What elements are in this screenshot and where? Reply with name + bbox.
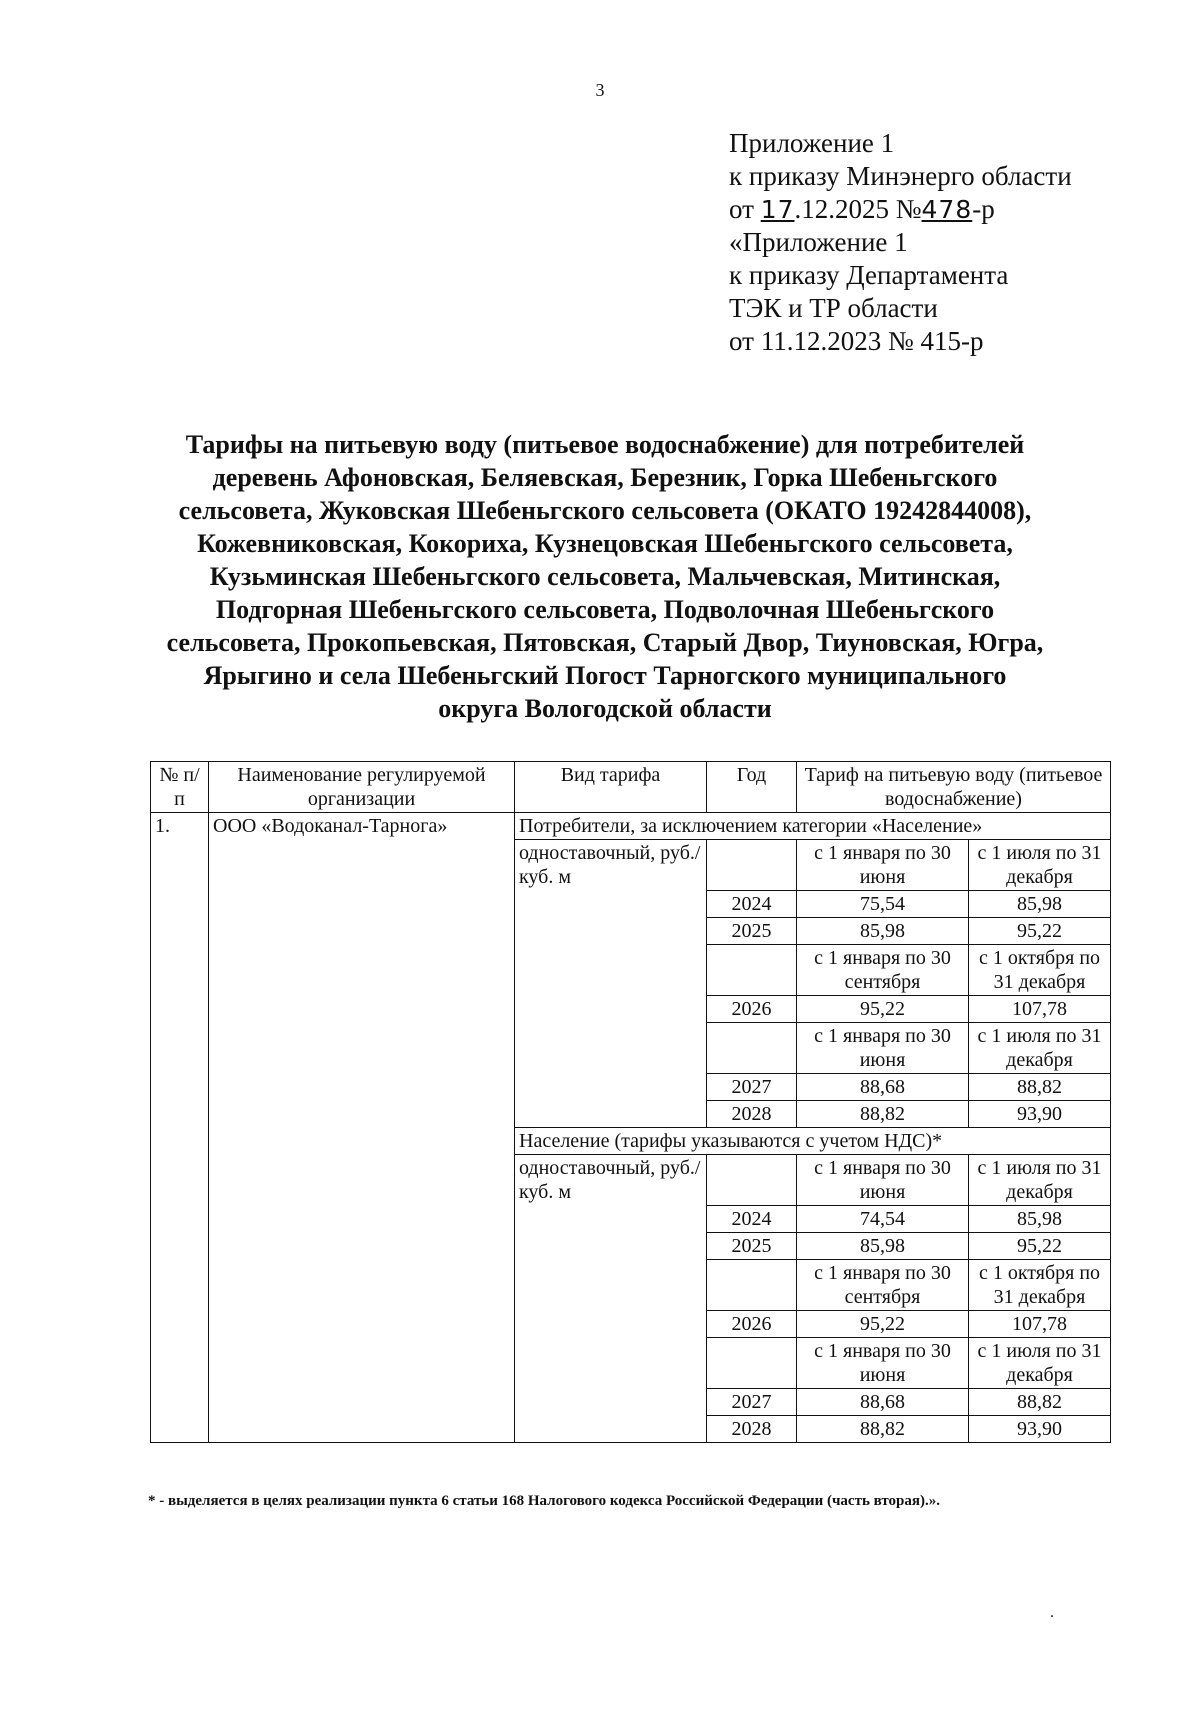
organization-name: ООО «Водоканал-Тарнога»	[209, 813, 515, 1443]
year-cell	[707, 1338, 797, 1389]
appendix-line-5: к приказу Департамента	[729, 260, 1009, 290]
title-line: Кожевниковская, Кокориха, Кузнецовская Шебеньгского сельсовета,	[197, 529, 1013, 558]
period-1-cell: 88,68	[797, 1389, 969, 1416]
appendix-line-1: Приложение 1	[729, 128, 895, 158]
period-2-cell: с 1 октября по 31 декабря	[969, 945, 1111, 996]
page-mark: .	[1050, 1604, 1054, 1621]
period-2-cell: 88,82	[969, 1389, 1111, 1416]
section-title: Потребители, за исключением категории «Население»	[515, 813, 1111, 840]
period-1-cell: с 1 января по 30 июня	[797, 1338, 969, 1389]
appendix-line-6: ТЭК и ТР области	[729, 293, 938, 323]
period-1-cell: с 1 января по 30 июня	[797, 1023, 969, 1074]
year-cell	[707, 945, 797, 996]
tariff-type: одноставочный, руб./куб. м	[515, 1155, 707, 1443]
appendix-date-prefix: от	[729, 194, 754, 224]
period-1-cell: 74,54	[797, 1206, 969, 1233]
header-year: Год	[707, 762, 797, 813]
period-1-cell: 95,22	[797, 1311, 969, 1338]
header-org: Наименование регулируемой организации	[209, 762, 515, 813]
period-1-cell: с 1 января по 30 сентября	[797, 945, 969, 996]
title-line: округа Вологодской области	[438, 694, 772, 723]
period-2-cell: с 1 октября по 31 декабря	[969, 1260, 1111, 1311]
period-1-cell: 88,68	[797, 1074, 969, 1101]
period-1-cell: 85,98	[797, 918, 969, 945]
tariff-type: одноставочный, руб./куб. м	[515, 840, 707, 1128]
year-cell: 2028	[707, 1416, 797, 1443]
tariff-table	[150, 761, 1111, 1443]
handwritten-order-number: 478	[921, 195, 973, 224]
period-2-cell: 85,98	[969, 891, 1111, 918]
page-number: 3	[595, 80, 605, 100]
period-2-cell: с 1 июля по 31 декабря	[969, 1338, 1111, 1389]
year-cell: 2024	[707, 891, 797, 918]
period-2-cell: 95,22	[969, 1233, 1111, 1260]
period-2-cell: 93,90	[969, 1101, 1111, 1128]
period-2-cell: с 1 июля по 31 декабря	[969, 840, 1111, 891]
appendix-line-3	[729, 193, 1072, 226]
period-2-cell: 93,90	[969, 1416, 1111, 1443]
title-line: Кузьминская Шебеньгского сельсовета, Мальчевская, Митинская,	[209, 562, 1001, 591]
year-cell: 2027	[707, 1074, 797, 1101]
year-cell	[707, 1023, 797, 1074]
period-2-cell: 95,22	[969, 918, 1111, 945]
footnote: * - выделяется в целях реализации пункта 6 статьи 168 Налогового кодекса Российской Федерации (часть вторая).».	[148, 1493, 940, 1509]
header-tariff: Тариф на питьевую воду (питьевое водоснабжение)	[797, 762, 1111, 813]
section-title: Население (тарифы указываются с учетом НДС)*	[515, 1128, 1111, 1155]
title-line: Тарифы на питьевую воду (питьевое водоснабжение) для потребителей	[185, 430, 1025, 459]
year-cell: 2026	[707, 996, 797, 1023]
year-cell: 2025	[707, 918, 797, 945]
handwritten-day: 17	[760, 195, 795, 224]
year-cell: 2028	[707, 1101, 797, 1128]
period-1-cell: 88,82	[797, 1101, 969, 1128]
period-1-cell: с 1 января по 30 июня	[797, 840, 969, 891]
appendix-date-suffix: -р	[972, 194, 995, 224]
period-1-cell: 75,54	[797, 891, 969, 918]
period-1-cell: с 1 января по 30 сентября	[797, 1260, 969, 1311]
year-cell: 2025	[707, 1233, 797, 1260]
period-2-cell: с 1 июля по 31 декабря	[969, 1155, 1111, 1206]
title-line: сельсовета, Жуковская Шебеньгского сельсовета (ОКАТО 19242844008),	[178, 496, 1032, 525]
period-1-cell: 95,22	[797, 996, 969, 1023]
period-2-cell: 107,78	[969, 1311, 1111, 1338]
period-1-cell: с 1 января по 30 июня	[797, 1155, 969, 1206]
period-1-cell: 85,98	[797, 1233, 969, 1260]
appendix-date-mid: .12.2025 №	[794, 194, 922, 224]
year-cell: 2027	[707, 1389, 797, 1416]
period-1-cell: 88,82	[797, 1416, 969, 1443]
header-num: № п/п	[151, 762, 209, 813]
appendix-header	[729, 127, 1072, 358]
year-cell	[707, 1155, 797, 1206]
title-line: Подгорная Шебеньгского сельсовета, Подволочная Шебеньгского	[215, 595, 995, 624]
title-line: Ярыгино и села Шебеньгский Погост Тарногского муниципального	[203, 661, 1007, 690]
appendix-line-7: от 11.12.2023 № 415-р	[729, 326, 984, 356]
section-title-row	[151, 813, 1111, 840]
period-2-cell: с 1 июля по 31 декабря	[969, 1023, 1111, 1074]
period-2-cell: 85,98	[969, 1206, 1111, 1233]
row-number: 1.	[151, 813, 209, 1443]
document-title	[140, 428, 1070, 725]
year-cell: 2026	[707, 1311, 797, 1338]
period-2-cell: 107,78	[969, 996, 1111, 1023]
year-cell	[707, 1260, 797, 1311]
year-cell	[707, 840, 797, 891]
appendix-line-2: к приказу Минэнерго области	[729, 161, 1072, 191]
title-line: деревень Афоновская, Беляевская, Березник, Горка Шебеньгского	[212, 463, 998, 492]
header-type: Вид тарифа	[515, 762, 707, 813]
period-2-cell: 88,82	[969, 1074, 1111, 1101]
year-cell: 2024	[707, 1206, 797, 1233]
appendix-line-4: «Приложение 1	[729, 227, 908, 257]
title-line: сельсовета, Прокопьевская, Пятовская, Старый Двор, Тиуновская, Югра,	[166, 628, 1044, 657]
table-header-row	[151, 762, 1111, 813]
